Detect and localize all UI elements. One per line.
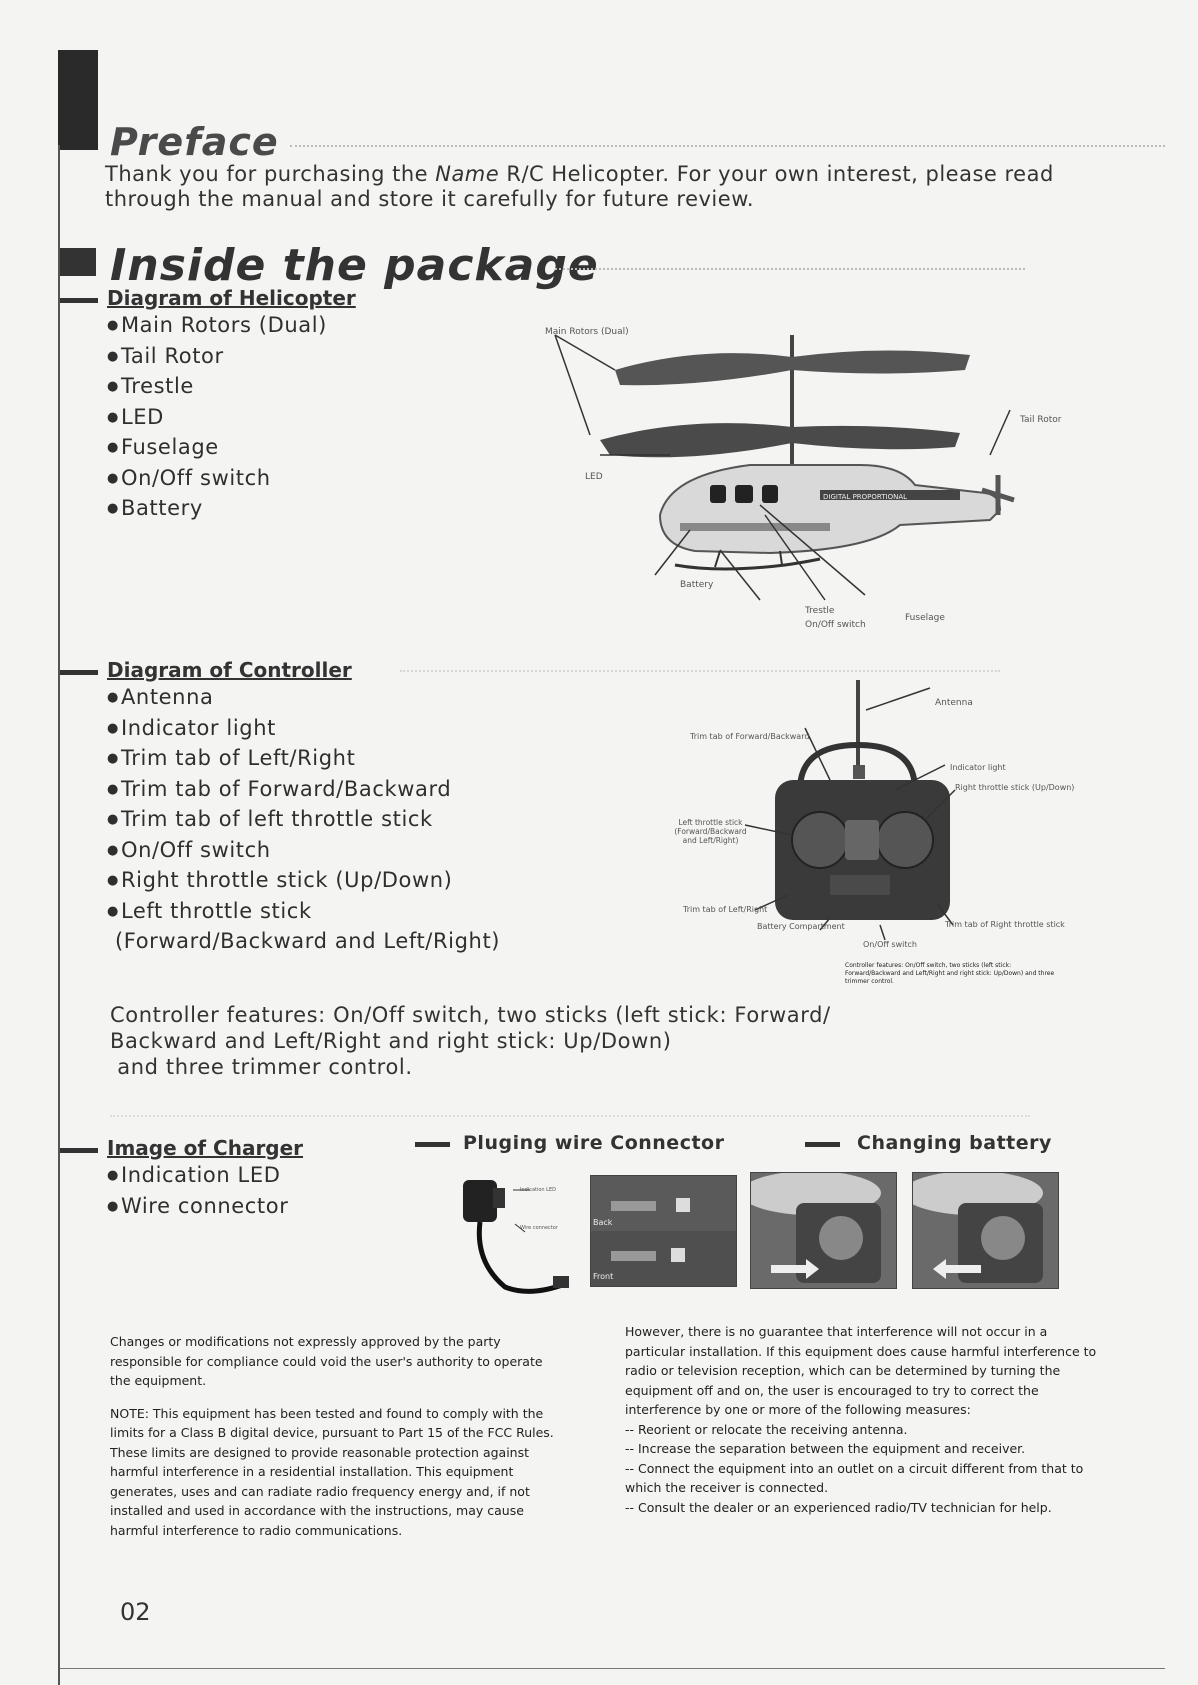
helicopter-diagram: [520, 315, 1080, 645]
list-item: ● Indication LED: [107, 1162, 288, 1193]
list-item: ● Battery: [107, 495, 327, 526]
list-item: ● Trim tab of left throttle stick: [107, 806, 500, 837]
preface-dotted-rule: [290, 145, 1165, 147]
helicopter-heading-bar: [60, 298, 98, 303]
inside-package-title: Inside the package: [110, 240, 599, 291]
controller-features: Controller features: On/Off switch, two sticks (left stick: Forward/ Backward and Left/Right and right stick: Up/Down) and three trimmer control.: [110, 1003, 831, 1079]
controller-features-small: Controller features: On/Off switch, two sticks (left stick: Forward/Backward and Left/Right and right stick: Up/Down) and three trimmer control.: [845, 962, 1055, 985]
callout-right-stick: Right throttle stick (Up/Down): [955, 783, 1075, 792]
callout-main-rotors: Main Rotors (Dual): [545, 327, 629, 337]
preface-title: Preface: [110, 120, 279, 164]
changing-battery-photo-1: [750, 1172, 897, 1289]
fcc-measure: -- Increase the separation between the equipment and receiver.: [625, 1441, 1026, 1456]
page-number: 02: [120, 1598, 151, 1626]
callout-tail-rotor: Tail Rotor: [1020, 415, 1062, 425]
callout-battery-compartment: Battery Compartment: [757, 922, 845, 931]
list-item: ● Main Rotors (Dual): [107, 312, 327, 343]
list-item: ● Trim tab of Left/Right: [107, 745, 500, 776]
fcc-paragraph: Changes or modifications not expressly approved by the party responsible for compliance could void the user's authority to operate the equipment.: [110, 1334, 543, 1388]
callout-trim-fb: Trim tab of Forward/Backward: [690, 732, 810, 741]
helicopter-heading: Diagram of Helicopter: [107, 286, 356, 310]
charger-heading-bar: [60, 1148, 98, 1153]
fcc-right-column: [625, 1322, 1105, 1517]
callout-led: LED: [585, 472, 603, 482]
list-item: ● Indicator light: [107, 715, 500, 746]
list-item: ● Trim tab of Forward/Backward: [107, 776, 500, 807]
list-item: ● Fuselage: [107, 434, 327, 465]
list-item: ● Antenna: [107, 684, 500, 715]
photo-label-front: Front: [593, 1272, 614, 1281]
list-item: ● Left throttle stick: [107, 898, 500, 929]
charger-image: [455, 1172, 580, 1302]
list-item: ● LED: [107, 404, 327, 435]
callout-battery: Battery: [680, 580, 714, 590]
list-item-continuation: (Forward/Backward and Left/Right): [115, 929, 501, 953]
callout-left-stick: Left throttle stick (Forward/Backward and Left/Right): [674, 818, 747, 845]
fcc-paragraph: NOTE: This equipment has been tested and found to comply with the limits for a Class B digital device, pursuant to Part 15 of the FCC Rules. These limits are designed to provide reasonable protection against harmful interference in a residential installation. This equipment generates, uses and can radiate radio frequency energy and, if not installed and used in accordance with the instructions, may cause harmful interference to radio communications.: [110, 1405, 554, 1538]
list-item: ● On/Off switch: [107, 837, 500, 868]
controller-dotted-rule: [400, 670, 1000, 672]
preface-text: Thank you for purchasing the Name R/C Helicopter. For your own interest, please read through the manual and store it carefully for future review.: [105, 162, 1054, 211]
list-item: ● Tail Rotor: [107, 343, 327, 374]
controller-heading-bar: [60, 670, 98, 675]
list-item: ● On/Off switch: [107, 465, 327, 496]
callout-indicator: Indicator light: [950, 763, 1006, 772]
callout-charger-led: Indication LED: [520, 1187, 556, 1193]
charger-heading: Image of Charger: [107, 1136, 304, 1160]
fcc-measure: -- Consult the dealer or an experienced radio/TV technician for help.: [625, 1499, 1052, 1515]
callout-trim-lr: Trim tab of Left/Right: [683, 905, 768, 914]
photo-label-back: Back: [593, 1218, 613, 1227]
page-left-rule: [58, 145, 60, 1685]
pluging-heading-bar: [415, 1142, 450, 1147]
pluging-heading: Pluging wire Connector: [463, 1132, 725, 1154]
helicopter-parts-list: [107, 312, 327, 526]
fcc-left-column: [110, 1332, 560, 1553]
callout-controller-onoff: On/Off switch: [863, 940, 917, 949]
fcc-measure: -- Reorient or relocate the receiving antenna.: [625, 1421, 908, 1437]
changing-battery-photo-2: [912, 1172, 1059, 1289]
callout-onoff: On/Off switch: [805, 620, 866, 630]
charger-parts-list: [107, 1162, 288, 1223]
fcc-measure: -- Connect the equipment into an outlet on a circuit different from that to which the receiver is connected.: [625, 1460, 1084, 1495]
fcc-paragraph: However, there is no guarantee that interference will not occur in a particular installation. If this equipment does cause harmful interference to radio or television reception, which can be determined by turning the equipment off and on, the user is encouraged to try to correct the interference by one or more of the following measures:: [625, 1324, 1097, 1417]
callout-charger-wire: Wire connector: [520, 1225, 558, 1231]
fuselage-text: DIGITAL PROPORTIONAL: [823, 493, 908, 501]
inside-dotted-rule: [555, 268, 1025, 270]
preface-side-bar: [58, 50, 98, 150]
controller-heading: Diagram of Controller: [107, 658, 352, 682]
callout-trestle: Trestle: [805, 606, 835, 616]
controller-diagram: [670, 680, 1080, 1010]
callout-fuselage: Fuselage: [905, 613, 945, 623]
charger-dotted-rule: [110, 1115, 1030, 1117]
changing-heading: Changing battery: [857, 1132, 1052, 1154]
callout-trim-right: Trim tab of Right throttle stick: [945, 920, 1065, 929]
list-item: ● Right throttle stick (Up/Down): [107, 867, 500, 898]
inside-section-marker: [60, 248, 96, 276]
page-bottom-rule: [60, 1668, 1165, 1669]
callout-antenna: Antenna: [935, 698, 973, 708]
list-item: ● Trestle: [107, 373, 327, 404]
pluging-photo: [590, 1175, 737, 1287]
list-item: ● Wire connector: [107, 1193, 288, 1224]
controller-parts-list: [107, 684, 500, 959]
changing-heading-bar: [805, 1142, 840, 1147]
